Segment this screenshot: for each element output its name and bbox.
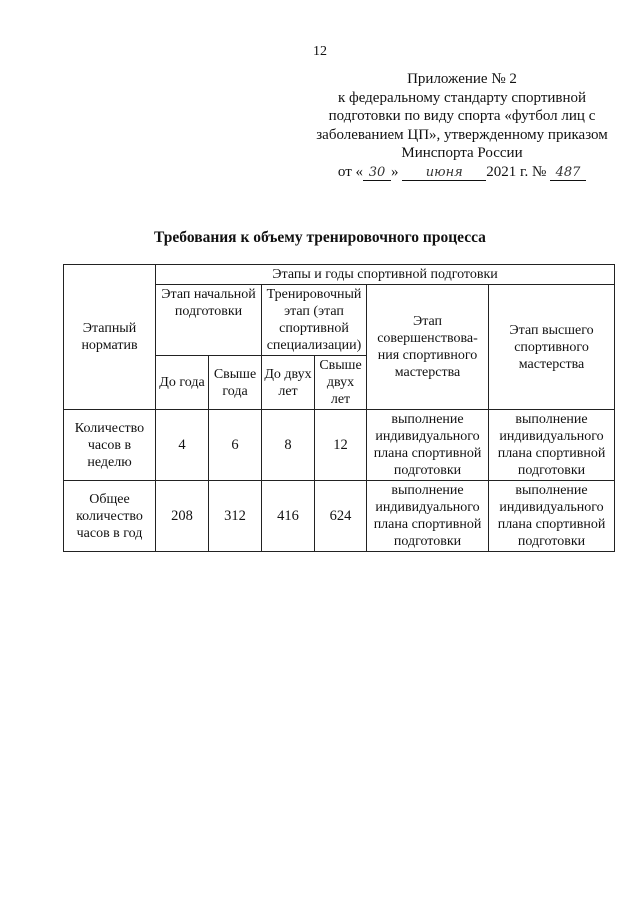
stage-training: Тренировочный этап (этап спортивной специализации) [262, 285, 367, 356]
table-row [64, 481, 615, 552]
table-cell: 4 [156, 410, 209, 481]
table-cell: выполнение индивидуального плана спортивной подготовки [367, 410, 489, 481]
sub-over-year: Свыше года [209, 356, 262, 410]
table-cell: 624 [315, 481, 367, 552]
sub-up-to-year: До года [156, 356, 209, 410]
row-label: Общее количество часов в год [64, 481, 156, 552]
table-cell: выполнение индивидуального плана спортивной подготовки [489, 410, 615, 481]
table-cell: 12 [315, 410, 367, 481]
table-cell: 416 [262, 481, 315, 552]
table-cell: выполнение индивидуального плана спортивной подготовки [367, 481, 489, 552]
page-number: 12 [313, 44, 327, 59]
stage-improvement: Этап совершенствова-ния спортивного мастерства [367, 285, 489, 410]
sub-over-two: Свыше двух лет [315, 356, 367, 410]
order-number: 487 [550, 165, 586, 181]
table-cell: 8 [262, 410, 315, 481]
stage-initial: Этап начальной подготовки [156, 285, 262, 356]
date-mid: » [391, 163, 399, 180]
table-cell: выполнение индивидуального плана спортивной подготовки [489, 481, 615, 552]
document-title: Требования к объему тренировочного процесса [154, 229, 486, 246]
appendix-date-line [296, 163, 628, 182]
table-row [64, 410, 615, 481]
table-cell: 312 [209, 481, 262, 552]
appendix-line: Минспорта России [401, 145, 523, 161]
date-month: июня [402, 165, 486, 181]
stage-higher: Этап высшего спортивного мастерства [489, 285, 615, 410]
appendix-title: Приложение № 2 [407, 71, 517, 87]
appendix-line: к федеральному стандарту спортивной [337, 89, 587, 106]
row-label: Количество часов в неделю [64, 410, 156, 481]
table-cell: 208 [156, 481, 209, 552]
table-cell: 6 [209, 410, 262, 481]
date-day: 30 [363, 165, 391, 181]
appendix-line: подготовки по виду спорта «футбол лиц с [328, 108, 596, 124]
appendix-line: заболеванием ЦП», утвержденному приказом [316, 126, 608, 143]
header-norm: Этапный норматив [64, 265, 156, 410]
table-header-row [64, 265, 615, 285]
sub-up-to-two: До двух лет [262, 356, 315, 410]
date-year: 2021 г. № [486, 163, 547, 180]
appendix-header [296, 70, 628, 181]
requirements-table [63, 264, 615, 552]
date-prefix: от « [337, 163, 364, 180]
header-stages: Этапы и годы спортивной подготовки [156, 265, 615, 285]
